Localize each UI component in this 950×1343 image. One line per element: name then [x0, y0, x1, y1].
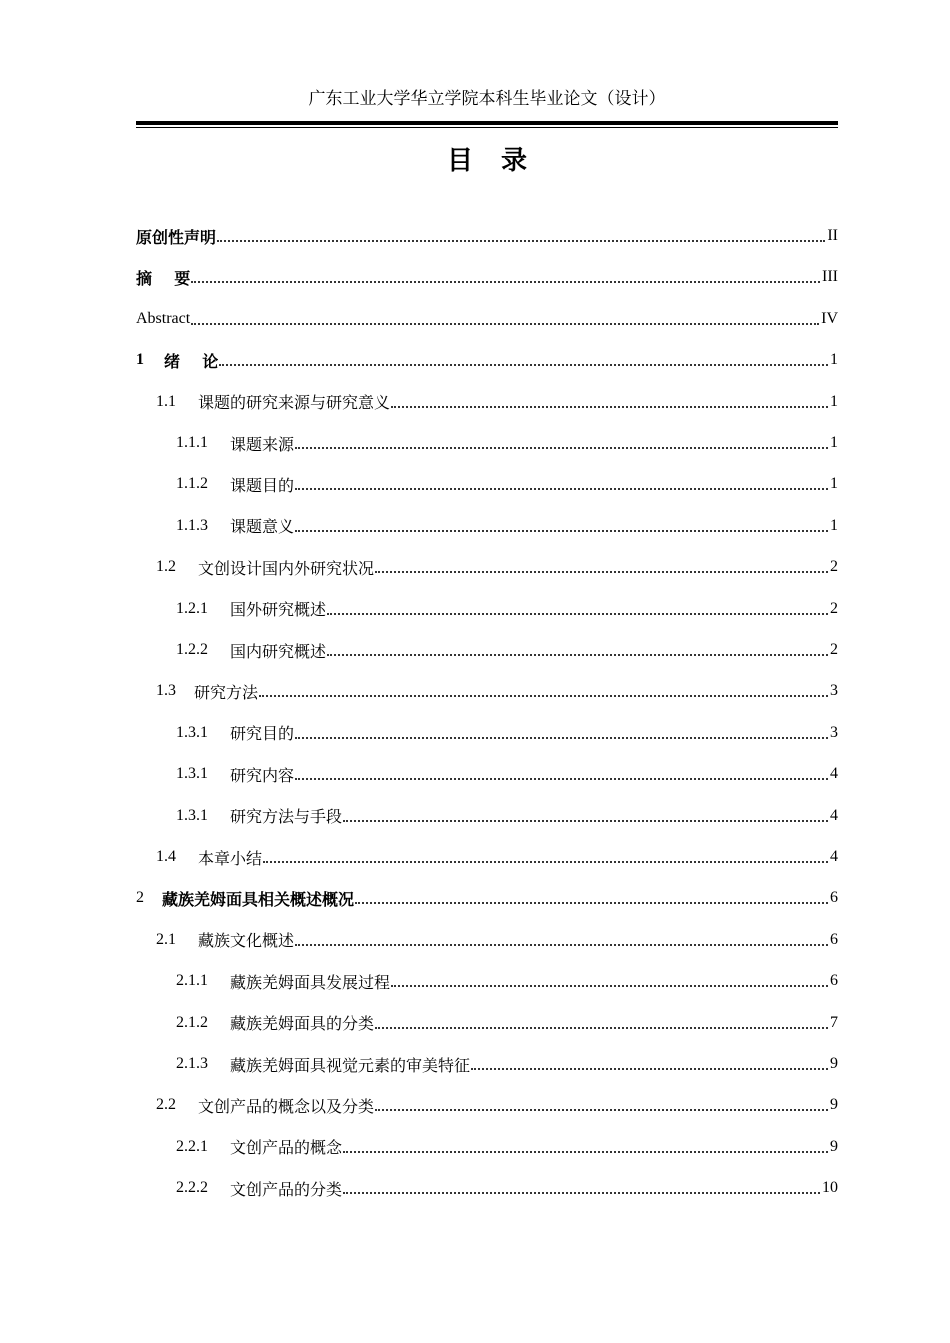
toc-dot-leader [295, 514, 828, 532]
toc-entry-page-number: 4 [830, 848, 838, 865]
toc-entry-page-number: 9 [830, 1055, 838, 1072]
toc-entry[interactable] [136, 591, 838, 627]
toc-dot-leader [327, 597, 828, 615]
toc-entry-page-number: 4 [830, 765, 838, 783]
toc-entry-title: 绪 论 [164, 351, 219, 371]
toc-entry-number: 1.2.1 [176, 599, 208, 617]
toc-entry-title: 本章小结 [198, 848, 263, 868]
toc-dot-leader [375, 1093, 828, 1111]
toc-entry-page-number: 1 [830, 351, 838, 369]
toc-entry-number: 2.1.2 [176, 1013, 208, 1031]
toc-entry-page-number: 3 [830, 723, 838, 741]
toc-entry[interactable] [136, 673, 838, 709]
toc-entry[interactable] [136, 218, 838, 254]
toc-entry-number: 1.2.2 [176, 641, 208, 658]
toc-entry-title: 原创性声明 [136, 227, 217, 247]
toc-entry-page-number: 4 [830, 806, 838, 824]
toc-entry[interactable] [136, 922, 838, 958]
toc-entry[interactable] [136, 963, 838, 999]
toc-dot-leader [295, 472, 828, 490]
toc-entry-page-number: 2 [830, 641, 838, 658]
toc-dot-leader [191, 307, 819, 325]
toc-dot-leader [327, 638, 828, 656]
toc-entry-title: 藏族羌姆面具发展过程 [230, 972, 391, 992]
toc-entry[interactable] [136, 1046, 838, 1082]
page-header: 广东工业大学华立学院本科生毕业论文（设计） [308, 89, 666, 109]
toc-dot-leader [375, 555, 828, 573]
toc-entry-title: 研究方法与手段 [230, 807, 343, 827]
toc-entry-page-number: 1 [830, 392, 838, 410]
toc-entry-title: 国外研究概述 [230, 600, 327, 620]
toc-entry-page-number: II [827, 227, 838, 244]
toc-title: 目录 [446, 146, 555, 176]
toc-entry-number: 1.3.1 [176, 723, 208, 741]
toc-entry-number: 1.4 [156, 848, 176, 865]
toc-dot-leader [343, 804, 828, 822]
toc-entry-number: 1 [136, 351, 144, 369]
toc-entry-number: 1.2 [156, 558, 176, 576]
toc-entry-title: 文创产品的分类 [230, 1179, 343, 1199]
toc-entry-title: 课题目的 [230, 475, 295, 495]
toc-entry-page-number: 6 [830, 889, 838, 907]
toc-entry-number: 2 [136, 889, 144, 907]
toc-entry-number: 1.1 [156, 392, 176, 410]
toc-dot-leader [375, 1011, 828, 1029]
toc-entry-number: 2.2 [156, 1096, 176, 1114]
toc-entry[interactable] [136, 1170, 838, 1206]
toc-entry-title: 国内研究概述 [230, 641, 327, 661]
toc-entry-number: 1.3.1 [176, 765, 208, 783]
toc-entry-title: 课题来源 [230, 434, 295, 454]
toc-entry[interactable] [136, 259, 838, 295]
toc-entry-title: 文创产品的概念 [230, 1138, 343, 1158]
toc-entry[interactable] [136, 301, 838, 337]
toc-entry[interactable] [136, 632, 838, 668]
toc-entry-page-number: III [822, 268, 838, 286]
toc-dot-leader [295, 721, 828, 739]
toc-entry-page-number: 10 [822, 1179, 838, 1197]
toc-entry-title: 课题的研究来源与研究意义 [198, 393, 391, 413]
toc-entry-page-number: 2 [830, 558, 838, 576]
toc-entry-number: 1.1.1 [176, 434, 208, 451]
toc-entry[interactable] [136, 1005, 838, 1041]
toc-entry-title: 课题意义 [230, 517, 295, 537]
toc-entry[interactable] [136, 1087, 838, 1123]
header-rule-thin [136, 127, 838, 128]
toc-entry[interactable] [136, 1129, 838, 1165]
toc-entry[interactable] [136, 384, 838, 420]
toc-entry[interactable] [136, 466, 838, 502]
toc-entry-number: 2.1.1 [176, 972, 208, 990]
header-rule-thick [136, 121, 838, 125]
toc-entry[interactable] [136, 880, 838, 916]
toc-dot-leader [263, 845, 828, 863]
toc-entry[interactable] [136, 508, 838, 544]
toc-entry-title: 藏族文化概述 [198, 931, 295, 951]
toc-dot-leader [471, 1052, 828, 1070]
toc-entry[interactable] [136, 425, 838, 461]
toc-entry-number: 1.3.1 [176, 806, 208, 824]
toc-entry-page-number: 1 [830, 516, 838, 534]
toc-dot-leader [191, 265, 820, 283]
toc-entry-page-number: 1 [830, 475, 838, 493]
toc-entry[interactable] [136, 549, 838, 585]
toc-entry-number: 2.1.3 [176, 1055, 208, 1072]
toc-entry-number: 2.2.2 [176, 1179, 208, 1197]
toc-entry-number: 2.2.1 [176, 1137, 208, 1155]
toc-entry-title: 研究方法 [194, 682, 259, 702]
toc-entry-number: 1.1.2 [176, 475, 208, 493]
toc-entry-page-number: IV [821, 309, 838, 327]
toc-entry[interactable] [136, 342, 838, 378]
toc-dot-leader [295, 928, 828, 946]
toc-entry-title: Abstract [136, 309, 191, 327]
toc-entry[interactable] [136, 756, 838, 792]
toc-entry-title: 藏族羌姆面具的分类 [230, 1014, 375, 1034]
toc-entry[interactable] [136, 715, 838, 751]
toc-dot-leader [259, 679, 828, 697]
toc-entry-page-number: 9 [830, 1096, 838, 1114]
toc-dot-leader [355, 886, 828, 904]
toc-entry-title: 研究内容 [230, 765, 295, 785]
toc-entry-page-number: 3 [830, 682, 838, 700]
toc-dot-leader [391, 390, 828, 408]
toc-entry-page-number: 7 [830, 1013, 838, 1031]
toc-entry-page-number: 1 [830, 434, 838, 451]
toc-entry[interactable] [136, 839, 838, 875]
toc-entry-number: 1.3 [156, 682, 176, 700]
toc-entry[interactable] [136, 798, 838, 834]
toc-dot-leader [219, 348, 828, 366]
toc-entry-title: 藏族羌姆面具视觉元素的审美特征 [230, 1055, 471, 1075]
toc-entry-title: 文创设计国内外研究状况 [198, 558, 375, 578]
toc-dot-leader [295, 431, 828, 449]
toc-dot-leader [343, 1135, 828, 1153]
toc-entry-title: 摘 要 [136, 268, 191, 288]
toc-dot-leader [343, 1176, 820, 1194]
toc-entry-number: 1.1.3 [176, 516, 208, 534]
toc-entry-number: 2.1 [156, 930, 176, 948]
toc-entry-page-number: 9 [830, 1137, 838, 1155]
toc-entry-title: 研究目的 [230, 724, 295, 744]
toc-entry-page-number: 2 [830, 599, 838, 617]
toc-entry-title: 文创产品的概念以及分类 [198, 1096, 375, 1116]
toc-dot-leader [391, 969, 828, 987]
toc-entry-page-number: 6 [830, 930, 838, 948]
toc-dot-leader [217, 224, 825, 242]
toc-entry-page-number: 6 [830, 972, 838, 990]
toc-dot-leader [295, 762, 828, 780]
toc-entry-title: 藏族羌姆面具相关概述概况 [162, 889, 355, 909]
